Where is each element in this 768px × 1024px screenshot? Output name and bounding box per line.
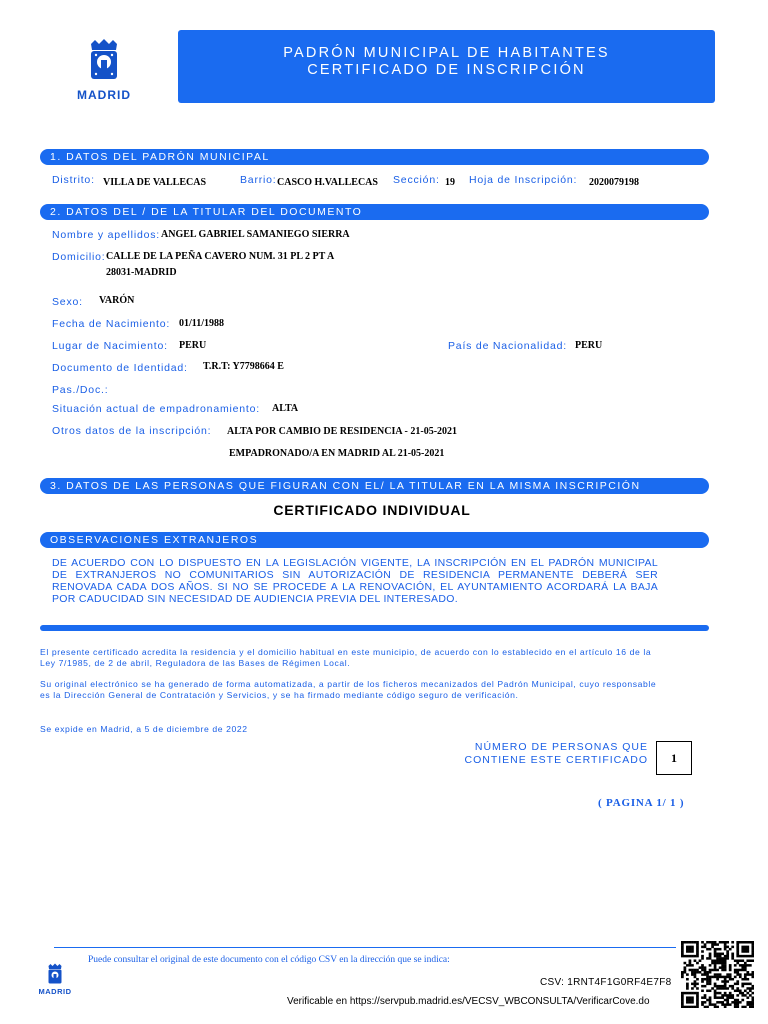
observaciones-bar: OBSERVACIONES EXTRANJEROS <box>40 532 709 548</box>
observaciones-line-1: DE ACUERDO CON LO DISPUESTO EN LA LEGISLACIÓN VIGENTE, LA INSCRIPCIÓN EN EL PADRÓN MUNICIPAL <box>52 557 658 569</box>
footer-line <box>54 947 676 948</box>
legal-p1-line1: El presente certificado acredita la residencia y el domicilio habitual en este municipio, de acuerdo con lo establecido en el artículo 16 de la <box>40 647 652 657</box>
divider <box>40 625 709 631</box>
pais-nacionalidad-value: PERU <box>575 340 603 351</box>
observaciones-line-3: RENOVADA CADA DOS AÑOS. SI NO SE PROCEDE A LA RENOVACIÓN, EL AYUNTAMIENTO ACORDARÁ LA BAJA <box>52 581 658 593</box>
domicilio-value-line2: 28031-MADRID <box>106 267 177 278</box>
person-count-label-line1: NÚMERO DE PERSONAS QUE <box>474 741 648 753</box>
person-count-box: 1 <box>656 741 692 775</box>
pais-nacionalidad-label: País de Nacionalidad: <box>448 340 567 352</box>
barrio-label: Barrio: <box>240 174 277 186</box>
sexo-label: Sexo: <box>52 296 83 308</box>
barrio-value: CASCO H.VALLECAS <box>277 177 378 188</box>
seccion-value: 19 <box>445 177 455 188</box>
documento-value: T.R.T: Y7798664 E <box>203 361 284 372</box>
verification-url[interactable]: Verificable en https://servpub.madrid.es/VECSV_WBCONSULTA/VerificarCove.do <box>287 996 650 1007</box>
distrito-value: VILLA DE VALLECAS <box>103 177 207 188</box>
legal-paragraph-2 <box>40 679 720 701</box>
hoja-label: Hoja de Inscripción: <box>469 174 578 186</box>
fecha-nacimiento-value: 01/11/1988 <box>179 318 225 329</box>
coat-of-arms-icon <box>87 38 121 86</box>
fecha-nacimiento-label: Fecha de Nacimiento: <box>52 318 171 330</box>
seccion-label: Sección: <box>393 174 440 186</box>
person-count-label <box>452 741 648 767</box>
otros-datos-value-line1: ALTA POR CAMBIO DE RESIDENCIA - 21-05-2021 <box>227 426 458 437</box>
legal-p2-line1: Su original electrónico se ha generado de forma automatizada, a partir de los ficheros mecanizados del Padrón Municipal, cuyo responsable <box>40 679 657 689</box>
madrid-logo <box>72 38 136 108</box>
footer-logo <box>38 963 72 996</box>
document-header <box>178 30 715 103</box>
section-2-bar: 2. DATOS DEL / DE LA TITULAR DEL DOCUMENTO <box>40 204 709 220</box>
otros-datos-value-line2: EMPADRONADO/A EN MADRID AL 21-05-2021 <box>229 448 445 459</box>
certificate-type-title: CERTIFICADO INDIVIDUAL <box>273 502 471 518</box>
situacion-value: ALTA <box>272 403 299 414</box>
pasaporte-label: Pas./Doc.: <box>52 384 109 396</box>
header-title: PADRÓN MUNICIPAL DE HABITANTES <box>283 45 610 61</box>
hoja-value: 2020079198 <box>589 177 639 188</box>
observaciones-line-2: DE EXTRANJEROS NO COMUNITARIOS SIN AUTORIZACIÓN DE RESIDENCIA PERMANENTE DEBERÁ SER <box>52 569 658 581</box>
distrito-label: Distrito: <box>52 174 95 186</box>
logo-text: MADRID <box>77 88 131 102</box>
domicilio-value-line1: CALLE DE LA PEÑA CAVERO NUM. 31 PL 2 PT A <box>106 251 335 262</box>
footer-note: Puede consultar el original de este documento con el código CSV en la dirección que se indica: <box>88 955 450 965</box>
observaciones-text <box>52 557 658 605</box>
csv-code: CSV: 1RNT4F1G0RF4E7F8 <box>540 977 672 988</box>
nombre-label: Nombre y apellidos: <box>52 229 160 241</box>
qr-code-icon <box>681 941 754 1008</box>
expide-text: Se expide en Madrid, a 5 de diciembre de 2022 <box>40 724 248 734</box>
documento-label: Documento de Identidad: <box>52 362 188 374</box>
observaciones-line-4: POR CADUCIDAD SIN NECESIDAD DE AUDIENCIA PREVIA DEL INTERESADO. <box>52 593 458 605</box>
header-subtitle: CERTIFICADO DE INSCRIPCIÓN <box>307 62 586 78</box>
sexo-value: VARÓN <box>99 295 135 306</box>
legal-p1-line2: Ley 7/1985, de 2 de abril, Reguladora de las Bases de Régimen Local. <box>40 658 351 668</box>
lugar-nacimiento-label: Lugar de Nacimiento: <box>52 340 168 352</box>
situacion-label: Situación actual de empadronamiento: <box>52 403 260 415</box>
legal-paragraph-1 <box>40 647 720 669</box>
section-1-bar: 1. DATOS DEL PADRÓN MUNICIPAL <box>40 149 709 165</box>
otros-datos-label: Otros datos de la inscripción: <box>52 425 212 437</box>
legal-p2-line2: es la Dirección General de Contratación y Servicios, y se ha firmado mediante código seguro de verificación. <box>40 690 519 700</box>
domicilio-label: Domicilio: <box>52 251 106 263</box>
lugar-nacimiento-value: PERU <box>179 340 207 351</box>
page-indicator: ( PAGINA 1/ 1 ) <box>598 797 685 809</box>
footer-logo-text: MADRID <box>38 987 72 996</box>
nombre-value: ANGEL GABRIEL SAMANIEGO SIERRA <box>161 229 350 240</box>
footer-coat-of-arms-icon <box>46 963 64 987</box>
section-3-bar: 3. DATOS DE LAS PERSONAS QUE FIGURAN CON EL/ LA TITULAR EN LA MISMA INSCRIPCIÓN <box>40 478 709 494</box>
person-count-label-line2: CONTIENE ESTE CERTIFICADO <box>464 754 648 766</box>
